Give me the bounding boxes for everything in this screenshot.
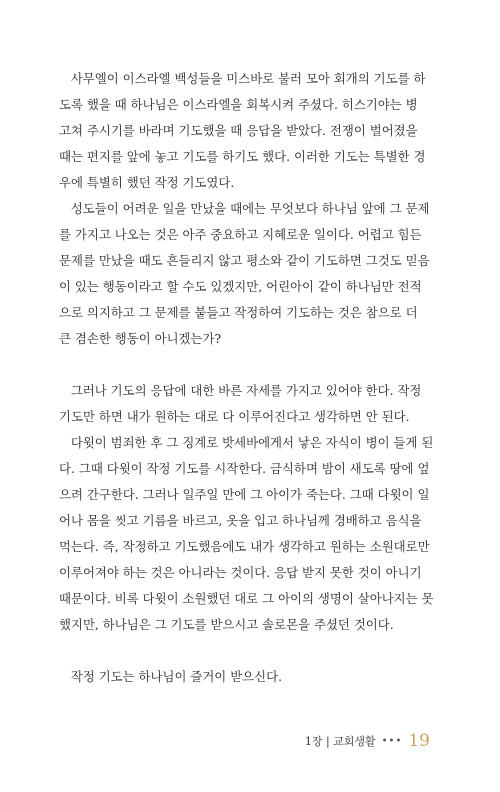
text-line: 작정 기도는 하나님이 즐거이 받으신다. bbox=[59, 669, 283, 684]
paragraph bbox=[59, 378, 440, 430]
page-footer bbox=[305, 731, 430, 751]
text-line: 를 가지고 나오는 것은 아주 중요하고 지혜로운 일이다. 어렵고 힘든 bbox=[59, 227, 422, 242]
text-line: 때문이다. 비록 다윗이 소원했던 대로 그 아이의 생명이 살아나지는 못 bbox=[59, 591, 434, 606]
text-line: 성도들이 어려운 일을 만났을 때에는 무엇보다 하나님 앞에 그 문제 bbox=[59, 201, 430, 216]
paragraph bbox=[59, 66, 440, 196]
text-line: 우에 특별히 했던 작정 기도였다. bbox=[59, 175, 235, 190]
text-line: 어나 몸을 씻고 기름을 바르고, 옷을 입고 하나님께 경배하고 음식을 bbox=[59, 513, 422, 528]
text-line: 그러나 기도의 응답에 대한 바른 자세를 가지고 있어야 한다. 작정 bbox=[59, 383, 422, 398]
text-line: 이 있는 행동이라고 할 수도 있겠지만, 어린아이 같이 하나님만 전적 bbox=[59, 279, 422, 294]
text-line: 큰 겸손한 행동이 아니겠는가? bbox=[59, 331, 222, 346]
chapter-label: 1장 | 교회생활 bbox=[304, 735, 376, 748]
text-line: 고쳐 주시기를 바라며 기도했을 때 응답을 받았다. 전쟁이 벌어졌을 bbox=[59, 123, 418, 138]
text-line: 했지만, 하나님은 그 기도를 받으시고 솔로몬을 주셨던 것이다. bbox=[59, 617, 394, 632]
text-line: 도록 했을 때 하나님은 이스라엘을 회복시켜 주셨다. 히스기야는 병 bbox=[59, 97, 418, 112]
paragraph bbox=[59, 196, 440, 352]
page-number: 19 bbox=[408, 731, 430, 751]
paragraph bbox=[59, 430, 440, 638]
paragraph bbox=[59, 664, 440, 690]
text-line: 기도만 하면 내가 원하는 대로 다 이루어진다고 생각하면 안 된다. bbox=[59, 409, 410, 424]
text-line: 다. 그때 다윗이 작정 기도를 시작한다. 금식하며 밤이 새도록 땅에 엎 bbox=[59, 461, 430, 476]
text-line: 문제를 만났을 때도 흔들리지 않고 평소와 같이 기도하면 그것도 믿음 bbox=[59, 253, 430, 268]
text-line: 다윗이 범죄한 후 그 징계로 밧세바에게서 낳은 자식이 병이 들게 된 bbox=[59, 435, 434, 450]
text-line: 으로 의지하고 그 문제를 붙들고 작정하여 기도하는 것은 참으로 더 bbox=[59, 305, 418, 320]
paragraph-gap bbox=[59, 352, 440, 378]
separator-dots: ••• bbox=[381, 735, 403, 747]
text-line: 먹는다. 즉, 작정하고 기도했음에도 내가 생각하고 원하는 소원대로만 bbox=[59, 539, 430, 554]
text-line: 으려 간구한다. 그러나 일주일 만에 그 아이가 죽는다. 그때 다윗이 일 bbox=[59, 487, 430, 502]
text-line: 이루어져야 하는 것은 아니라는 것이다. 응답 받지 못한 것이 아니기 bbox=[59, 565, 422, 580]
text-line: 사무엘이 이스라엘 백성들을 미스바로 불러 모아 회개의 기도를 하 bbox=[59, 71, 426, 86]
paragraph-gap bbox=[59, 638, 440, 664]
body-text bbox=[59, 66, 440, 690]
text-line: 때는 편지를 앞에 놓고 기도를 하기도 했다. 이러한 기도는 특별한 경 bbox=[59, 149, 426, 164]
